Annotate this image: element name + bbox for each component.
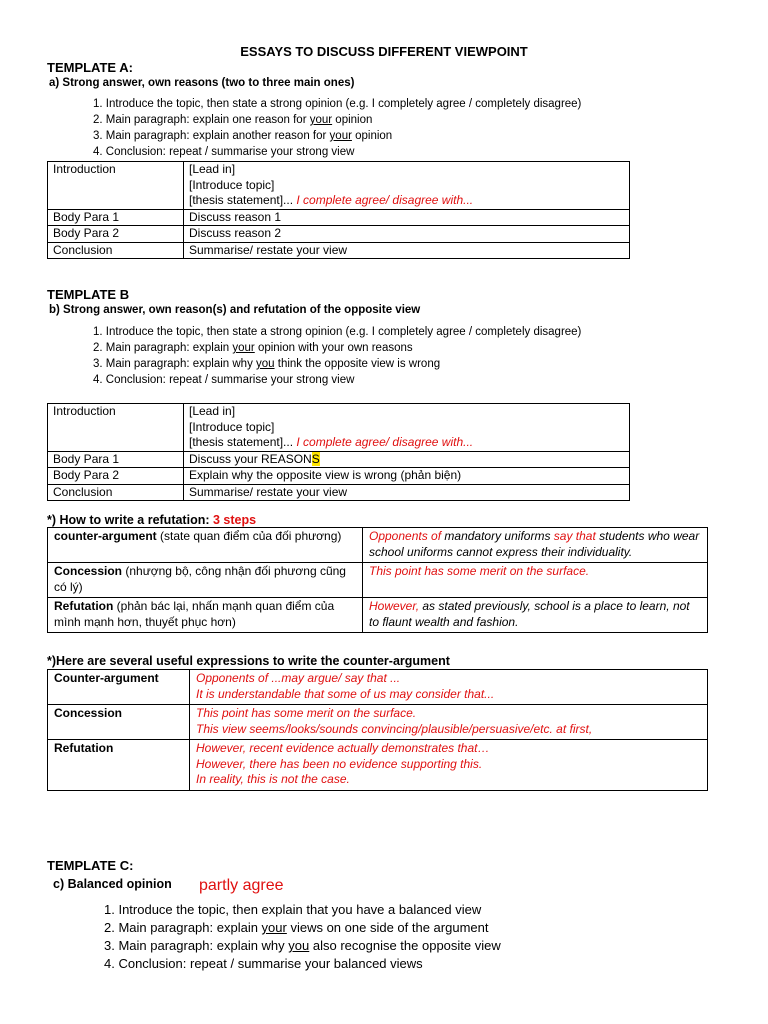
row-label: Refutation xyxy=(48,740,190,791)
table-row xyxy=(48,705,708,740)
template-a-table xyxy=(47,161,630,259)
refutation-heading: *) How to write a refutation: 3 steps xyxy=(47,513,257,527)
row-value: [Lead in] [Introduce topic] [thesis statement]... I complete agree/ disagree with... xyxy=(184,162,630,210)
row-label: Concession (nhượng bộ, công nhận đối phương cũng có lý) xyxy=(48,563,363,598)
row-example: Opponents of mandatory uniforms say that students who wear school uniforms cannot express their individuality. xyxy=(363,528,708,563)
refutation-table xyxy=(47,527,708,633)
step-item: 3. Main paragraph: explain why you think the opposite view is wrong xyxy=(93,358,441,370)
expressions-table xyxy=(47,669,708,791)
row-example: This point has some merit on the surface. xyxy=(363,563,708,598)
row-label: Concession xyxy=(48,705,190,740)
row-example: However, recent evidence actually demonstrates that… However, there has been no evidence supporting this. In reality, this is not the case. xyxy=(190,740,708,791)
row-label: counter-argument (state quan điểm của đối phương) xyxy=(48,528,363,563)
row-label: Body Para 1 xyxy=(48,209,184,226)
row-label: Body Para 2 xyxy=(48,226,184,243)
template-a-heading: TEMPLATE A: xyxy=(47,60,133,75)
row-value: Summarise/ restate your view xyxy=(184,242,630,259)
template-b-subheading: b) Strong answer, own reason(s) and refutation of the opposite view xyxy=(49,304,421,316)
template-c-steps xyxy=(104,901,501,973)
table-row xyxy=(48,404,630,452)
table-row xyxy=(48,209,630,226)
table-row xyxy=(48,740,708,791)
step-item: 4. Conclusion: repeat / summarise your balanced views xyxy=(104,956,423,971)
row-value: Discuss reason 2 xyxy=(184,226,630,243)
template-c-heading: TEMPLATE C: xyxy=(47,858,134,873)
row-label: Refutation (phản bác lại, nhấn mạnh quan điểm của mình mạnh hơn, thuyết phục hơn) xyxy=(48,598,363,633)
step-item: 3. Main paragraph: explain why you also recognise the opposite view xyxy=(104,938,501,953)
table-row xyxy=(48,563,708,598)
row-value: Explain why the opposite view is wrong (phản biện) xyxy=(184,468,630,485)
step-item: 2. Main paragraph: explain one reason for your opinion xyxy=(93,114,373,126)
highlight-mark: S xyxy=(311,451,320,466)
step-item: 4. Conclusion: repeat / summarise your strong view xyxy=(93,374,355,386)
table-row xyxy=(48,468,630,485)
row-label: Counter-argument xyxy=(48,670,190,705)
table-row xyxy=(48,242,630,259)
row-label: Conclusion xyxy=(48,484,184,501)
page-title: ESSAYS TO DISCUSS DIFFERENT VIEWPOINT xyxy=(240,44,528,59)
row-label: Body Para 1 xyxy=(48,451,184,468)
template-a-subheading: a) Strong answer, own reasons (two to three main ones) xyxy=(49,77,355,89)
row-example: This point has some merit on the surface. This view seems/looks/sounds convincing/plausible/persuasive/etc. at first, xyxy=(190,705,708,740)
table-row xyxy=(48,226,630,243)
table-row xyxy=(48,162,630,210)
table-row xyxy=(48,670,708,705)
row-value: Summarise/ restate your view xyxy=(184,484,630,501)
step-item: 1. Introduce the topic, then state a strong opinion (e.g. I completely agree / completely disagree) xyxy=(93,326,582,338)
step-item: 3. Main paragraph: explain another reason for your opinion xyxy=(93,130,393,142)
template-c-subheading: c) Balanced opinion xyxy=(53,877,172,891)
row-label: Body Para 2 xyxy=(48,468,184,485)
step-item: 2. Main paragraph: explain your opinion with your own reasons xyxy=(93,342,413,354)
expressions-heading: *)Here are several useful expressions to write the counter-argument xyxy=(47,654,450,668)
table-row xyxy=(48,484,630,501)
row-label: Introduction xyxy=(48,404,184,452)
step-item: 1. Introduce the topic, then explain that you have a balanced view xyxy=(104,902,482,917)
row-example: Opponents of ...may argue/ say that ... It is understandable that some of us may consider that... xyxy=(190,670,708,705)
template-c-note: partly agree xyxy=(199,877,284,894)
template-b-steps xyxy=(93,324,581,388)
step-item: 2. Main paragraph: explain your views on one side of the argument xyxy=(104,920,489,935)
step-item: 1. Introduce the topic, then state a strong opinion (e.g. I completely agree / completely disagree) xyxy=(93,98,582,110)
template-a-steps xyxy=(93,96,581,160)
template-b-heading: TEMPLATE B xyxy=(47,287,130,302)
row-value: Discuss reason 1 xyxy=(184,209,630,226)
row-label: Introduction xyxy=(48,162,184,210)
table-row xyxy=(48,528,708,563)
table-row xyxy=(48,451,630,468)
step-item: 4. Conclusion: repeat / summarise your strong view xyxy=(93,146,355,158)
template-b-table xyxy=(47,403,630,501)
table-row xyxy=(48,598,708,633)
row-example: However, as stated previously, school is a place to learn, not to flaunt wealth and fashion. xyxy=(363,598,708,633)
row-label: Conclusion xyxy=(48,242,184,259)
row-value: Discuss your REASONS xyxy=(184,451,630,468)
row-value: [Lead in] [Introduce topic] [thesis statement]... I complete agree/ disagree with... xyxy=(184,404,630,452)
